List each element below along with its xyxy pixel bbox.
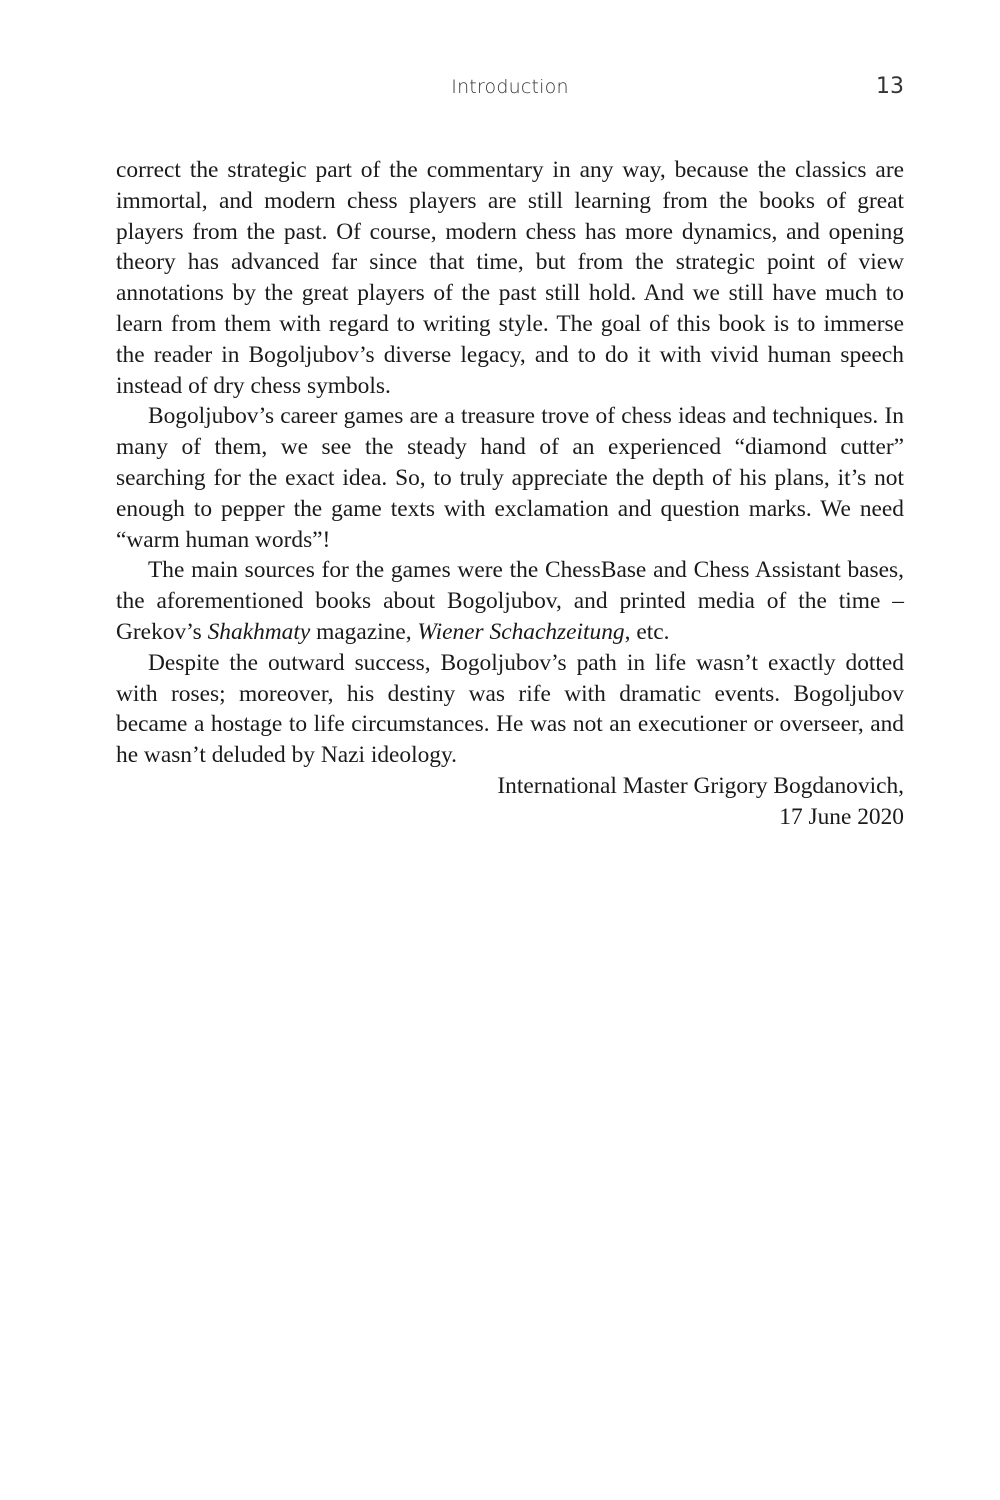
- paragraph-1: correct the strategic part of the commentary in any way, because the classics are immortal, and modern chess players are still learning from the books of great players from the past. Of course, modern chess has more dynamics, and opening theory has advanced far since that time, but from the strategic point of view annotations by the great players of the past still hold. And we still have much to learn from them with regard to writing style. The goal of this book is to immerse the reader in Bogoljubov’s diverse legacy, and to do it with vivid human speech instead of dry chess symbols.: [116, 157, 904, 399]
- signature-date: 17 June 2020: [779, 803, 904, 830]
- magazine-title-shakhmaty: Shakhmaty: [207, 618, 311, 645]
- paragraph-3-text-a: The main sources for the games were the ChessBase and Chess Assistant bases, the aforementioned books about Bogoljubov, and printed media of the time – Grekov’s: [116, 557, 904, 645]
- paragraph-3: [116, 555, 904, 647]
- running-title: Introduction: [451, 76, 569, 98]
- body-text: [116, 155, 904, 833]
- paragraph-2: Bogoljubov’s career games are a treasure trove of chess ideas and techniques. In many of them, we see the steady hand of an experienced “diamond cutter” searching for the exact idea. So, to truly appreciate the depth of his plans, it’s not enough to pepper the game texts with exclamation and question marks. We need “warm human words”!: [116, 403, 904, 553]
- paragraph-3-text-c: , etc.: [624, 618, 670, 645]
- paragraph-3-text-b: magazine,: [310, 618, 418, 645]
- magazine-title-wiener-schachzeitung: Wiener Schachzeitung: [417, 618, 625, 645]
- page-number: 13: [876, 74, 904, 99]
- running-head: [116, 74, 904, 104]
- book-page: [116, 0, 904, 1500]
- signature-name: International Master Grigory Bogdanovich,: [497, 772, 904, 799]
- paragraph-4: Despite the outward success, Bogoljubov’s path in life wasn’t exactly dotted with roses; moreover, his destiny was rife with dramatic events. Bogoljubov became a hostage to life circumstances. He was not an executioner or overseer, and he wasn’t deluded by Nazi ideology.: [116, 649, 904, 769]
